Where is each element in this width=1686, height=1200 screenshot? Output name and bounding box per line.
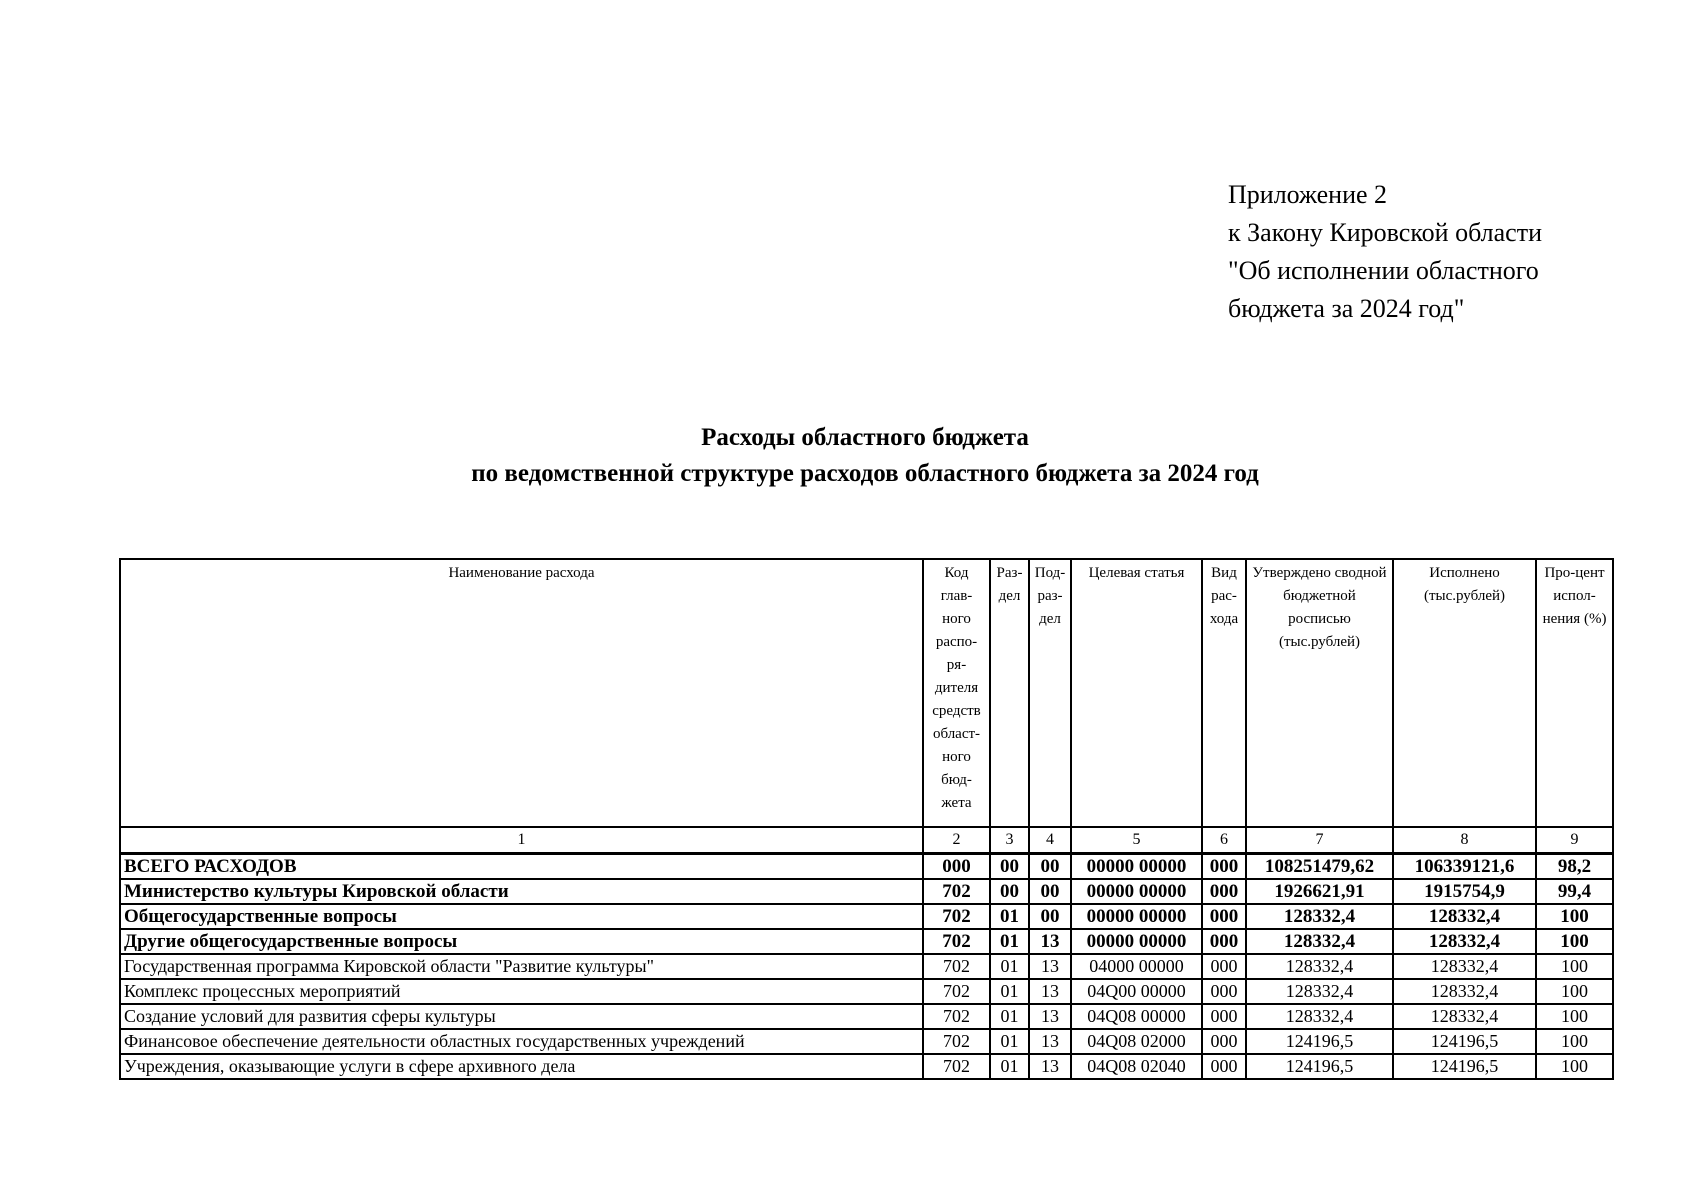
table-cell: 106339121,6: [1393, 854, 1536, 880]
header-cell: Утверждено сводной бюджетной росписью (тыс.рублей): [1246, 559, 1393, 827]
table-cell: 128332,4: [1393, 1004, 1536, 1029]
table-cell: Министерство культуры Кировской области: [120, 879, 923, 904]
table-row: [120, 1054, 1613, 1079]
table-row: [120, 979, 1613, 1004]
table-cell: 128332,4: [1393, 954, 1536, 979]
table-cell: 00: [1029, 879, 1071, 904]
table-cell: 99,4: [1536, 879, 1613, 904]
table-cell: 702: [923, 1004, 990, 1029]
table-cell: 00: [1029, 854, 1071, 880]
table-cell: 01: [990, 1029, 1029, 1054]
table-cell: 000: [1202, 1029, 1246, 1054]
column-number: 1: [120, 827, 923, 854]
annex-line-2: к Закону Кировской области: [1228, 218, 1542, 247]
annex-line-1: Приложение 2: [1228, 180, 1388, 209]
table-cell: 702: [923, 1029, 990, 1054]
table-cell: 000: [1202, 979, 1246, 1004]
header-cell: Целевая статья: [1071, 559, 1202, 827]
table-cell: Государственная программа Кировской области "Развитие культуры": [120, 954, 923, 979]
table-cell: 124196,5: [1393, 1054, 1536, 1079]
column-number: 4: [1029, 827, 1071, 854]
header-cell: Наименование расхода: [120, 559, 923, 827]
annex-line-3: "Об исполнении областного: [1228, 256, 1539, 285]
table-cell: 128332,4: [1246, 954, 1393, 979]
column-number-row: [120, 827, 1613, 854]
table-cell: 100: [1536, 1054, 1613, 1079]
table-cell: 04Q08 02000: [1071, 1029, 1202, 1054]
table-cell: 13: [1029, 1054, 1071, 1079]
table-cell: 702: [923, 879, 990, 904]
table-cell: 01: [990, 1054, 1029, 1079]
document-subtitle: по ведомственной структуре расходов областного бюджета за 2024 год: [471, 460, 1259, 487]
annex-note: [1228, 176, 1542, 328]
table-cell: 100: [1536, 1029, 1613, 1054]
table-cell: 124196,5: [1393, 1029, 1536, 1054]
table-cell: 000: [1202, 854, 1246, 880]
table-cell: Финансовое обеспечение деятельности областных государственных учреждений: [120, 1029, 923, 1054]
table-cell: 00: [990, 854, 1029, 880]
table-cell: 01: [990, 904, 1029, 929]
table-row: [120, 1004, 1613, 1029]
table-cell: 702: [923, 904, 990, 929]
table-cell: Другие общегосударственные вопросы: [120, 929, 923, 954]
table-cell: 00000 00000: [1071, 854, 1202, 880]
table-cell: 13: [1029, 1004, 1071, 1029]
table-cell: 128332,4: [1246, 979, 1393, 1004]
header-cell: Про-цент испол-нения (%): [1536, 559, 1613, 827]
document-title: Расходы областного бюджета: [701, 424, 1029, 451]
table-row: [120, 854, 1613, 880]
table-cell: 100: [1536, 929, 1613, 954]
table-row: [120, 929, 1613, 954]
table-cell: 128332,4: [1246, 1004, 1393, 1029]
table-cell: 01: [990, 1004, 1029, 1029]
table-cell: 13: [1029, 979, 1071, 1004]
table-cell: 702: [923, 1054, 990, 1079]
table-cell: 00000 00000: [1071, 929, 1202, 954]
header-cell: Исполнено (тыс.рублей): [1393, 559, 1536, 827]
table-row: [120, 879, 1613, 904]
column-number: 7: [1246, 827, 1393, 854]
column-number: 8: [1393, 827, 1536, 854]
column-number: 9: [1536, 827, 1613, 854]
header-cell: Вид рас-хода: [1202, 559, 1246, 827]
table-row: [120, 904, 1613, 929]
table-cell: 108251479,62: [1246, 854, 1393, 880]
table-cell: 01: [990, 979, 1029, 1004]
table-cell: 702: [923, 954, 990, 979]
column-number: 6: [1202, 827, 1246, 854]
table-cell: 1915754,9: [1393, 879, 1536, 904]
table-cell: 000: [1202, 879, 1246, 904]
column-number: 3: [990, 827, 1029, 854]
table-cell: 00000 00000: [1071, 904, 1202, 929]
table-cell: 98,2: [1536, 854, 1613, 880]
header-row: [120, 559, 1613, 827]
table-cell: Учреждения, оказывающие услуги в сфере архивного дела: [120, 1054, 923, 1079]
column-number: 5: [1071, 827, 1202, 854]
table-cell: 128332,4: [1246, 929, 1393, 954]
budget-table: [119, 558, 1614, 1080]
table-row: [120, 954, 1613, 979]
table-row: [120, 1029, 1613, 1054]
table-cell: 702: [923, 979, 990, 1004]
table-cell: 000: [1202, 1004, 1246, 1029]
table-cell: 128332,4: [1393, 929, 1536, 954]
table-cell: 124196,5: [1246, 1029, 1393, 1054]
table-cell: 13: [1029, 1029, 1071, 1054]
column-number: 2: [923, 827, 990, 854]
table-cell: 128332,4: [1246, 904, 1393, 929]
table-cell: 100: [1536, 904, 1613, 929]
table-cell: Комплекс процессных мероприятий: [120, 979, 923, 1004]
table-cell: 000: [1202, 954, 1246, 979]
header-cell: Раз-дел: [990, 559, 1029, 827]
table-cell: 04000 00000: [1071, 954, 1202, 979]
table-cell: 000: [1202, 904, 1246, 929]
table-cell: 000: [1202, 1054, 1246, 1079]
table-cell: 04Q00 00000: [1071, 979, 1202, 1004]
table-cell: 100: [1536, 954, 1613, 979]
header-cell: Код глав-ного распо-ря-дителя средств област-ного бюд-жета: [923, 559, 990, 827]
table-cell: 1926621,91: [1246, 879, 1393, 904]
table-cell: 000: [923, 854, 990, 880]
table-cell: 00000 00000: [1071, 879, 1202, 904]
table-cell: 01: [990, 929, 1029, 954]
table-cell: Общегосударственные вопросы: [120, 904, 923, 929]
table-cell: 100: [1536, 979, 1613, 1004]
table-cell: 00: [990, 879, 1029, 904]
table-cell: 100: [1536, 1004, 1613, 1029]
table-cell: 702: [923, 929, 990, 954]
table-cell: 04Q08 00000: [1071, 1004, 1202, 1029]
table-cell: 00: [1029, 904, 1071, 929]
table-cell: 128332,4: [1393, 979, 1536, 1004]
table-cell: ВСЕГО РАСХОДОВ: [120, 854, 923, 880]
header-cell: Под-раз-дел: [1029, 559, 1071, 827]
table-cell: Создание условий для развития сферы культуры: [120, 1004, 923, 1029]
table-cell: 01: [990, 954, 1029, 979]
annex-line-4: бюджета за 2024 год": [1228, 294, 1465, 323]
table-cell: 04Q08 02040: [1071, 1054, 1202, 1079]
table-cell: 000: [1202, 929, 1246, 954]
table-cell: 13: [1029, 954, 1071, 979]
table-cell: 128332,4: [1393, 904, 1536, 929]
table-cell: 13: [1029, 929, 1071, 954]
table-cell: 124196,5: [1246, 1054, 1393, 1079]
